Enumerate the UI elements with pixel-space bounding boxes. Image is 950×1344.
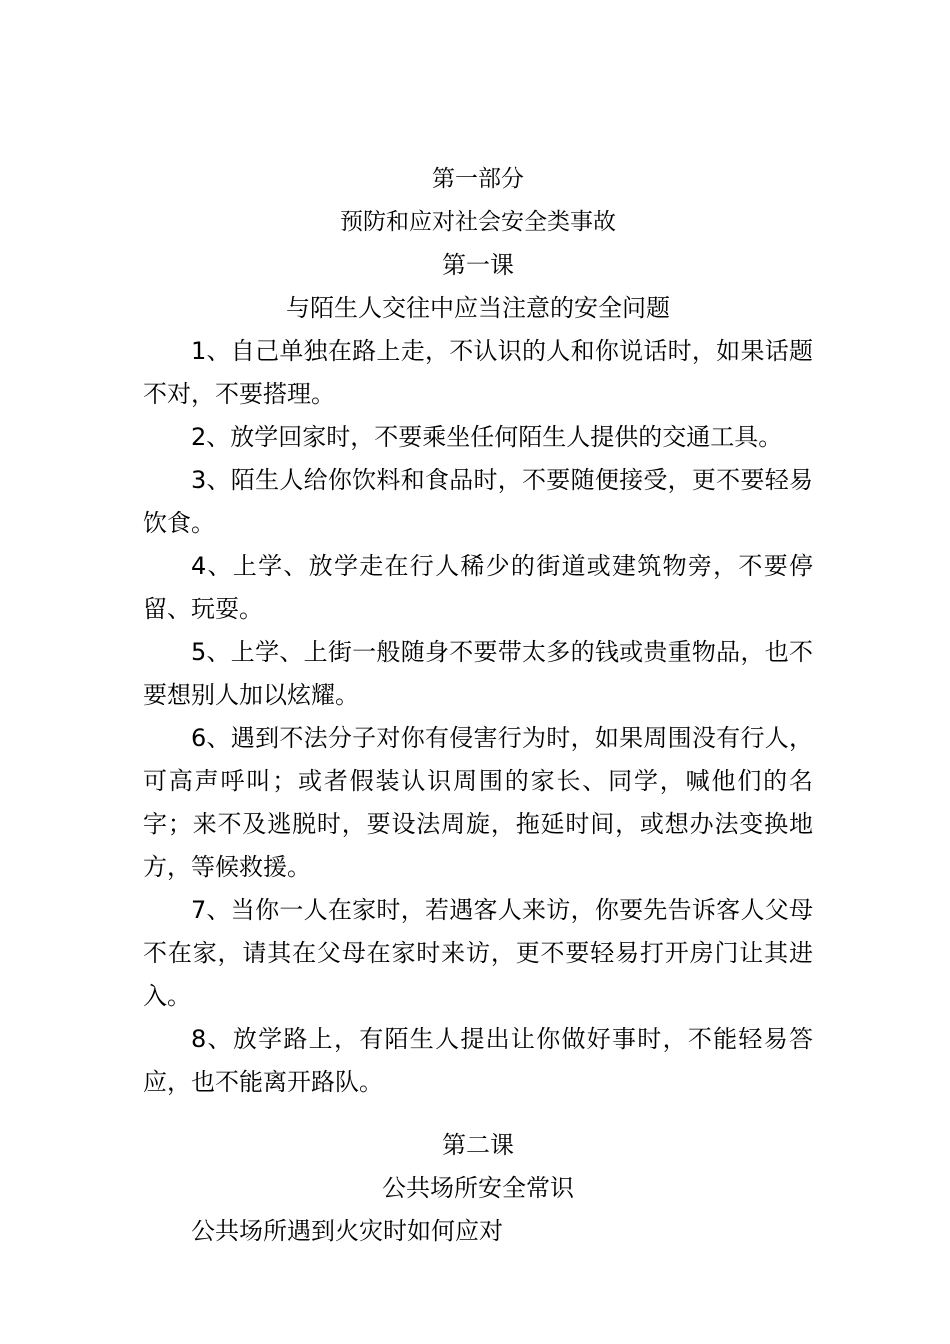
lesson-2-subtitle: 公共场所安全常识	[382, 1174, 574, 1202]
list-item: 2、放学回家时，不要乘坐任何陌生人提供的交通工具。	[191, 423, 783, 451]
list-item: 4、上学、放学走在行人稀少的街道或建筑物旁，不要停留、玩耍。	[143, 552, 813, 623]
lesson-1-subtitle: 与陌生人交往中应当注意的安全问题	[286, 294, 670, 322]
document-page	[143, 158, 813, 1253]
part-subtitle: 预防和应对社会安全类事故	[340, 209, 616, 235]
lesson-2-title: 第二课	[442, 1131, 514, 1159]
list-item: 5、上学、上街一般随身不要带太多的钱或贵重物品，也不要想别人加以炫耀。	[143, 638, 813, 709]
list-item: 6、遇到不法分子对你有侵害行为时，如果周围没有行人，可高声呼叫；或者假装认识周围的家长、同学，喊他们的名字；来不及逃脱时，要设法周旋，拖延时间，或想办法变换地方，等候救援。	[143, 724, 813, 881]
part-title: 第一部分	[432, 166, 524, 192]
list-item: 8、放学路上，有陌生人提出让你做好事时，不能轻易答应，也不能离开路队。	[143, 1025, 813, 1096]
list-item: 3、陌生人给你饮料和食品时，不要随便接受，更不要轻易饮食。	[143, 466, 813, 537]
section-heading: 公共场所遇到火灾时如何应对	[191, 1217, 503, 1245]
list-item: 7、当你一人在家时，若遇客人来访，你要先告诉客人父母不在家，请其在父母在家时来访，更不要轻易打开房门让其进入。	[143, 896, 813, 1010]
list-item: 1、自己单独在路上走，不认识的人和你说话时，如果话题不对，不要搭理。	[143, 337, 813, 408]
lesson-1-title: 第一课	[442, 251, 514, 279]
